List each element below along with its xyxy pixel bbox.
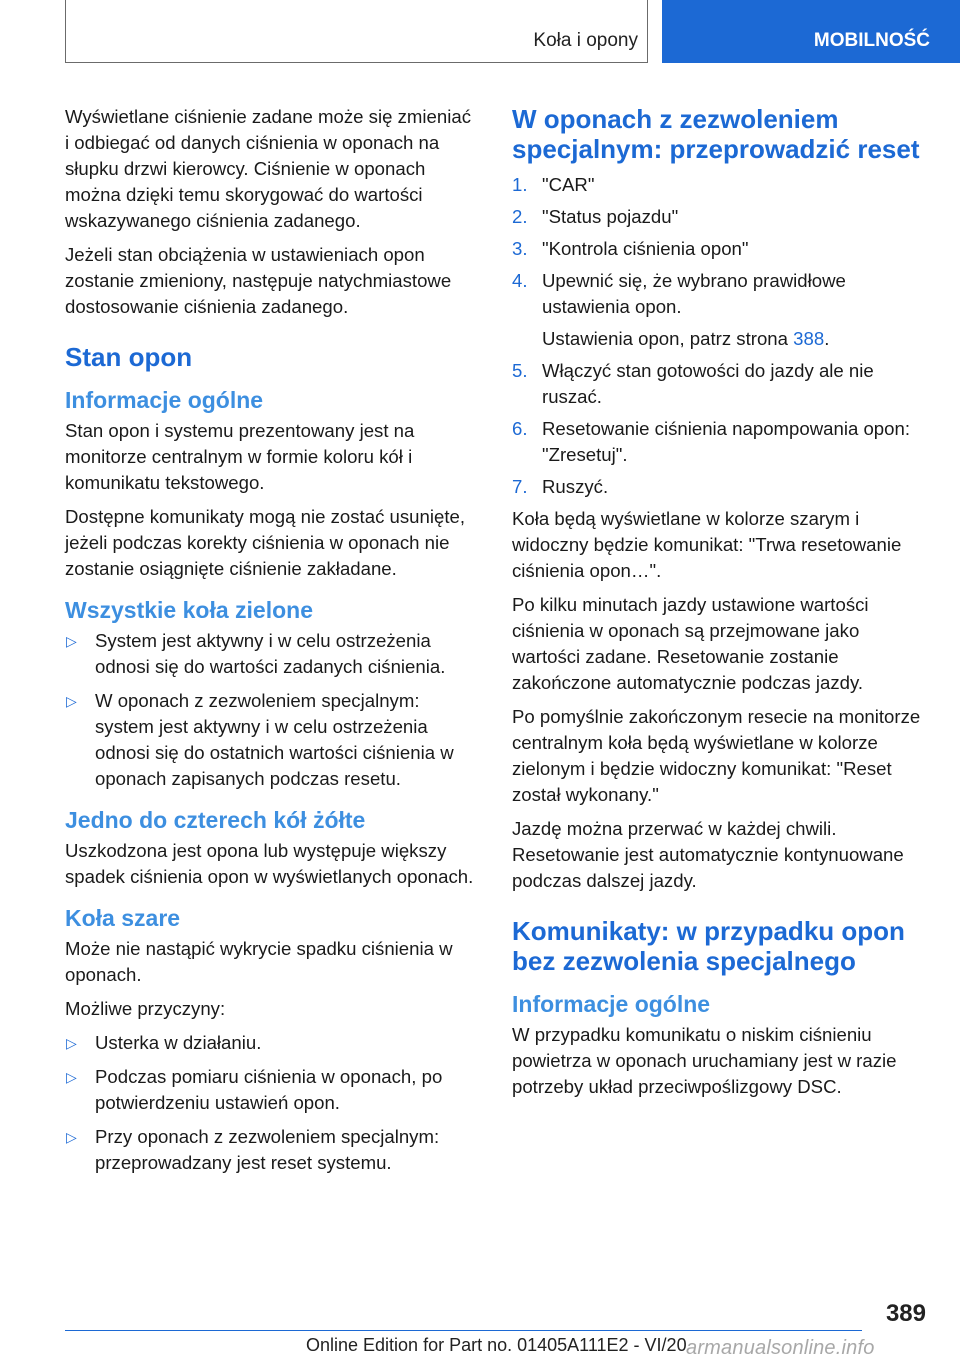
- list-item-text: Podczas pomiaru ciśnienia w oponach, po potwierdzeniu ustawień opon.: [95, 1066, 443, 1113]
- heading-wszystkie-kola-zielone: Wszystkie koła zielone: [65, 597, 313, 623]
- info-paragraph-2: Dostępne komunikaty mogą nie zostać usunięte, jeżeli podczas korekty ciśnienia w oponach nie zostanie osiągnięte ciśnienie zakładane.: [65, 506, 465, 579]
- step-number: 6.: [512, 418, 528, 439]
- info-paragraph-1: Stan opon i systemu prezentowany jest na monitorze centralnym w formie koloru kół i komunikatu tekstowego.: [65, 420, 415, 493]
- step-item: [512, 172, 927, 198]
- grey-paragraph-1: Może nie nastąpić wykrycie spadku ciśnienia w oponach.: [65, 938, 453, 985]
- watermark: armanualsonline.info: [686, 1337, 875, 1359]
- triangle-bullet-icon: ▷: [66, 633, 77, 649]
- step-number: 1.: [512, 174, 528, 195]
- heading-informacje-ogolne: Informacje ogólne: [65, 387, 264, 413]
- intro-paragraph-2: Jeżeli stan obciążenia w ustawieniach opon zostanie zmieniony, następuje natychmiastowe dostosowanie ciśnienia zadanego.: [65, 244, 452, 317]
- green-list: [65, 628, 480, 792]
- info2-paragraph: W przypadku komunikatu o niskim ciśnieniu powietrza w oponach uruchamiany jest w razie potrzeby układ przeciwpoślizgowy DSC.: [512, 1024, 897, 1097]
- heading-reset: W oponach z zezwoleniem specjalnym: przeprowadzić reset: [512, 104, 920, 164]
- step-item: [512, 204, 927, 230]
- reset-paragraph-4: Jazdę można przerwać w każdej chwili. Resetowanie jest automatycznie kontynuowane podczas dalszej jazdy.: [512, 818, 904, 891]
- step-item: [512, 236, 927, 262]
- list-item-text: W oponach z zezwoleniem specjalnym: system jest aktywny i w celu ostrzeżenia odnosi się do ostatnich wartości ciśnienia w oponach zapisanych podczas resetu.: [95, 690, 454, 789]
- reset-paragraph-1: Koła będą wyświetlane w kolorze szarym i widoczny będzie komunikat: "Trwa resetowanie ciśnienia opon…".: [512, 508, 902, 581]
- step-text: "CAR": [542, 174, 595, 195]
- yellow-paragraph: Uszkodzona jest opona lub występuje większy spadek ciśnienia opon w wyświetlanych oponach.: [65, 840, 474, 887]
- step-number: 5.: [512, 360, 528, 381]
- section-title: Koła i opony: [533, 30, 638, 51]
- step-number: 2.: [512, 206, 528, 227]
- heading-informacje-ogolne-2: Informacje ogólne: [512, 991, 711, 1017]
- triangle-bullet-icon: ▷: [66, 1035, 77, 1051]
- heading-kola-szare: Koła szare: [65, 905, 181, 931]
- edition-text: Online Edition for Part no. 01405A111E2 - VI/20: [306, 1335, 687, 1355]
- right-column: [512, 104, 927, 1108]
- step-text: Ruszyć.: [542, 476, 609, 497]
- step-text: Upewnić się, że wybrano prawidłowe ustawienia opon.: [542, 270, 846, 317]
- triangle-bullet-icon: ▷: [66, 1129, 77, 1145]
- page-number: 389: [885, 1300, 926, 1327]
- heading-jedno-do-czterech: Jedno do czterech kół żółte: [65, 807, 366, 833]
- step-4-note-end: .: [824, 328, 830, 349]
- reset-steps-continued: [512, 358, 927, 500]
- list-item-text: Usterka w działaniu.: [95, 1032, 262, 1053]
- step-4-note: [512, 326, 927, 352]
- reset-paragraph-2: Po kilku minutach jazdy ustawione wartości ciśnienia w oponach są przejmowane jako wartości zadane. Resetowanie zostanie zakończone automatycznie podczas jazdy.: [512, 594, 869, 693]
- step-item: [512, 474, 927, 500]
- list-item: [65, 628, 480, 680]
- step-number: 4.: [512, 270, 528, 291]
- list-item: [65, 1064, 480, 1116]
- triangle-bullet-icon: ▷: [66, 693, 77, 709]
- chapter-title: MOBILNOŚĆ: [813, 30, 930, 51]
- list-item-text: Przy oponach z zezwoleniem specjalnym: przeprowadzany jest reset systemu.: [95, 1126, 440, 1173]
- heading-stan-opon: Stan opon: [65, 342, 193, 372]
- left-column: [65, 104, 480, 1184]
- list-item: [65, 688, 480, 792]
- list-item: [65, 1030, 480, 1056]
- list-item: [65, 1124, 480, 1176]
- chapter-tab: [662, 0, 960, 63]
- footer-divider: [65, 1330, 862, 1331]
- step-number: 7.: [512, 476, 528, 497]
- heading-komunikaty: Komunikaty: w przypadku opon bez zezwolenia specjalnego: [512, 916, 905, 976]
- triangle-bullet-icon: ▷: [66, 1069, 77, 1085]
- reset-paragraph-3: Po pomyślnie zakończonym resecie na monitorze centralnym koła będą wyświetlane w kolorze zielonym i będzie widoczny komunikat: "Reset został wykonany.": [512, 706, 921, 805]
- list-item-text: System jest aktywny i w celu ostrzeżenia odnosi się do wartości zadanych ciśnienia.: [95, 630, 446, 677]
- step-4-note-text: Ustawienia opon, patrz strona: [542, 328, 794, 349]
- grey-list: [65, 1030, 480, 1176]
- reset-steps: [512, 172, 927, 320]
- grey-paragraph-2: Możliwe przyczyny:: [65, 998, 226, 1019]
- page-reference-link[interactable]: 388: [793, 328, 825, 349]
- intro-paragraph-1: Wyświetlane ciśnienie zadane może się zmieniać i odbiegać od danych ciśnienia w oponach na słupku drzwi kierowcy. Ciśnienie w oponach można dzięki temu skorygować do wartości wskazywanego ciśnienia zadanego.: [65, 106, 471, 231]
- step-item: [512, 416, 927, 468]
- step-number: 3.: [512, 238, 528, 259]
- step-text: "Kontrola ciśnienia opon": [542, 238, 749, 259]
- step-text: "Status pojazdu": [542, 206, 679, 227]
- step-item: [512, 358, 927, 410]
- step-item: [512, 268, 927, 320]
- step-text: Włączyć stan gotowości do jazdy ale nie ruszać.: [542, 360, 874, 407]
- step-text: Resetowanie ciśnienia napompowania opon: "Zresetuj".: [542, 418, 910, 465]
